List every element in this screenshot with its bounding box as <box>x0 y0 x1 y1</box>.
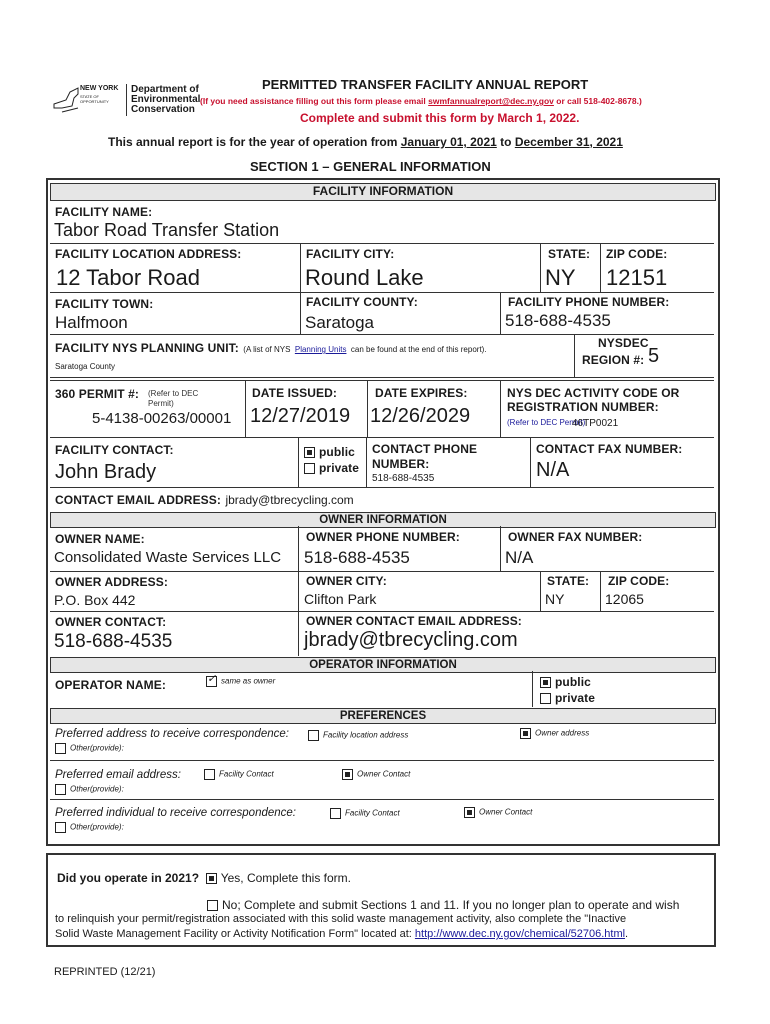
facility-address-value[interactable]: 12 Tabor Road <box>56 265 200 290</box>
facility-name-value[interactable]: Tabor Road Transfer Station <box>54 220 280 240</box>
same-as-owner-checkbox[interactable] <box>206 676 217 687</box>
assist-prefix: (If you need assistance filling out this form please email <box>200 96 426 106</box>
date-expires-label: DATE EXPIRES: <box>375 386 468 400</box>
contact-fax-value[interactable]: N/A <box>536 459 570 481</box>
pref-correspondence-label: Preferred address to receive correspondence: <box>55 728 289 740</box>
agency-line3: Conservation <box>131 104 195 115</box>
owner-zip-value[interactable]: 12065 <box>605 591 644 607</box>
owner-zip-label: ZIP CODE: <box>608 574 670 588</box>
pref-indiv-owner-checkbox[interactable] <box>464 807 475 818</box>
operate-line3-suffix: . <box>625 928 629 940</box>
same-as-owner-label: same as owner <box>221 676 276 686</box>
facility-town-value[interactable]: Halfmoon <box>55 313 128 332</box>
pref-indiv-owner-option[interactable] <box>464 807 532 818</box>
operator-name-label: OPERATOR NAME: <box>55 678 166 692</box>
agency-line2: Environmental <box>131 94 201 105</box>
private-checkbox[interactable] <box>304 463 315 474</box>
period-prefix: This annual report is for the year of operation from <box>108 135 398 149</box>
pref-email-facility-label: Facility Contact <box>219 769 274 779</box>
pref-email-other-checkbox[interactable] <box>55 784 66 795</box>
contact-private-option[interactable] <box>304 461 359 475</box>
public-label: public <box>319 445 355 459</box>
owner-city-label: OWNER CITY: <box>306 574 387 588</box>
operate-line2: to relinquish your permit/registration associated with this solid waste management activity, also complete the "Inactive <box>55 913 627 925</box>
operate-line3-prefix: Solid Waste Management Facility or Activity Notification Form" located at: <box>55 928 412 940</box>
pref-indiv-other-label: Other(provide): <box>70 822 124 832</box>
owner-contact-value[interactable]: 518-688-4535 <box>54 631 173 652</box>
owner-name-label: OWNER NAME: <box>55 532 145 546</box>
contact-email-value[interactable]: jbrady@tbrecycling.com <box>225 493 354 507</box>
facility-contact-value[interactable]: John Brady <box>55 461 157 483</box>
region-label-1: NYSDEC <box>598 336 649 350</box>
pref-corr-facility-option[interactable] <box>308 730 408 741</box>
facility-state-label: STATE: <box>548 247 591 261</box>
assistance-note <box>200 96 642 106</box>
same-as-owner-option[interactable] <box>206 676 275 687</box>
section-title: SECTION 1 – GENERAL INFORMATION <box>250 159 491 174</box>
operator-public-checkbox[interactable] <box>540 677 551 688</box>
operator-public-option[interactable] <box>540 675 591 689</box>
planning-note-prefix: (A list of NYS <box>243 345 291 354</box>
facility-county-label: FACILITY COUNTY: <box>306 295 418 309</box>
agency-name <box>131 85 200 115</box>
permit-label: 360 PERMIT #: <box>55 387 139 401</box>
operate-question-row <box>57 871 351 885</box>
pref-indiv-other-checkbox[interactable] <box>55 822 66 833</box>
owner-info-band: OWNER INFORMATION <box>50 512 716 528</box>
permit-value[interactable]: 5-4138-00263/00001 <box>92 410 232 427</box>
owner-phone-value[interactable]: 518-688-4535 <box>304 548 410 567</box>
contact-fax-label: CONTACT FAX NUMBER: <box>536 442 683 456</box>
facility-state-value[interactable]: NY <box>545 265 576 290</box>
contact-phone-value[interactable]: 518-688-4535 <box>372 473 435 484</box>
owner-contact-label: OWNER CONTACT: <box>55 615 167 629</box>
facility-zip-value[interactable]: 12151 <box>606 265 668 290</box>
facility-phone-value[interactable]: 518-688-4535 <box>505 311 611 330</box>
pref-email-owner-label: Owner Contact <box>357 769 411 779</box>
logo-text-line2: STATE OF OPPORTUNITY <box>80 94 109 104</box>
operate-no-checkbox[interactable] <box>207 900 218 911</box>
planning-unit-row <box>55 339 487 357</box>
pref-email-owner-option[interactable] <box>342 769 410 780</box>
date-issued-label: DATE ISSUED: <box>252 386 337 400</box>
facility-city-label: FACILITY CITY: <box>306 247 395 261</box>
operate-line3 <box>55 928 628 940</box>
owner-email-label: OWNER CONTACT EMAIL ADDRESS: <box>306 614 522 628</box>
activity-code-label: NYS DEC ACTIVITY CODE OR REGISTRATION NUMBER: <box>507 386 680 414</box>
operate-question: Did you operate in 2021? <box>57 871 200 885</box>
pref-email-facility-checkbox[interactable] <box>204 769 215 780</box>
owner-state-value[interactable]: NY <box>545 591 565 607</box>
public-checkbox[interactable] <box>304 447 315 458</box>
owner-fax-label: OWNER FAX NUMBER: <box>508 530 643 544</box>
logo-text-line1: NEW YORK <box>80 85 119 92</box>
pref-email-owner-checkbox[interactable] <box>342 769 353 780</box>
nys-logo <box>48 82 122 116</box>
period-end: December 31, 2021 <box>514 135 623 149</box>
pref-indiv-facility-option[interactable] <box>330 808 400 819</box>
operator-info-band: OPERATOR INFORMATION <box>50 657 716 673</box>
contact-email-label: CONTACT EMAIL ADDRESS: <box>55 493 221 507</box>
deadline-note: Complete and submit this form by March 1, 2022. <box>300 111 580 125</box>
assist-suffix: or call 518-402-8678.) <box>556 96 642 106</box>
preferences-band: PREFERENCES <box>50 708 716 724</box>
facility-info-band: FACILITY INFORMATION <box>50 183 716 201</box>
pref-indiv-facility-checkbox[interactable] <box>330 808 341 819</box>
contact-phone-label-2: NUMBER: <box>372 457 430 471</box>
operate-no-label: No; Complete and submit Sections 1 and 11. If you no longer plan to operate and wish <box>222 898 680 912</box>
facility-town-label: FACILITY TOWN: <box>55 297 154 311</box>
owner-name-value[interactable]: Consolidated Waste Services LLC <box>54 549 282 566</box>
owner-city-value[interactable]: Clifton Park <box>304 591 377 607</box>
contact-email-row <box>55 491 354 509</box>
report-period <box>108 135 623 149</box>
pref-corr-facility-checkbox[interactable] <box>308 730 319 741</box>
pref-corr-facility-label: Facility location address <box>323 730 409 740</box>
pref-individual-label: Preferred individual to receive correspondence: <box>55 807 296 819</box>
pref-email-other-label: Other(provide): <box>70 784 124 794</box>
operate-yes-label: Yes, Complete this form. <box>220 871 351 885</box>
permit-note: (Refer to DEC Permit) <box>148 389 199 408</box>
pref-indiv-owner-label: Owner Contact <box>479 807 533 817</box>
pref-corr-owner-option[interactable] <box>520 728 589 739</box>
region-value[interactable]: 5 <box>648 345 660 367</box>
date-expires-value[interactable]: 12/26/2029 <box>370 405 471 427</box>
facility-name-label: FACILITY NAME: <box>55 205 153 219</box>
date-issued-value[interactable]: 12/27/2019 <box>250 405 351 427</box>
activity-code-note: (Refer to DEC Permit) <box>507 418 586 427</box>
pref-email-label: Preferred email address: <box>55 769 181 781</box>
planning-unit-label: FACILITY NYS PLANNING UNIT: <box>55 341 239 355</box>
assist-email-link[interactable]: swmfannualreport@dec.ny.gov <box>428 96 554 106</box>
facility-contact-label: FACILITY CONTACT: <box>55 443 174 457</box>
pref-corr-other-option[interactable] <box>55 743 124 754</box>
period-start: January 01, 2021 <box>400 135 497 149</box>
operate-no-row <box>207 898 679 912</box>
period-to: to <box>500 135 512 149</box>
facility-city-value[interactable]: Round Lake <box>305 265 424 290</box>
private-label: private <box>319 461 360 475</box>
operate-yes-checkbox[interactable] <box>206 873 217 884</box>
inactive-form-link[interactable]: http://www.dec.ny.gov/chemical/52706.html <box>414 928 626 940</box>
operator-public-label: public <box>555 675 591 689</box>
pref-corr-other-label: Other(provide): <box>70 743 124 753</box>
region-label-2: REGION #: <box>582 353 645 367</box>
pref-indiv-other-option[interactable] <box>55 822 124 833</box>
pref-corr-owner-checkbox[interactable] <box>520 728 531 739</box>
operator-private-checkbox[interactable] <box>540 693 551 704</box>
pref-email-other-option[interactable] <box>55 784 124 795</box>
agency-line1: Department of <box>131 84 199 95</box>
reprinted-note: REPRINTED (12/21) <box>54 966 156 978</box>
pref-corr-other-checkbox[interactable] <box>55 743 66 754</box>
planning-units-link[interactable]: Planning Units <box>294 345 347 354</box>
activity-code-value[interactable]: 46TP0021 <box>572 418 619 429</box>
planning-unit-value[interactable]: Saratoga County <box>55 362 116 371</box>
facility-phone-label: FACILITY PHONE NUMBER: <box>508 295 670 309</box>
facility-zip-label: ZIP CODE: <box>606 247 668 261</box>
owner-email-value[interactable]: jbrady@tbrecycling.com <box>304 629 518 651</box>
owner-state-label: STATE: <box>547 574 590 588</box>
owner-address-value[interactable]: P.O. Box 442 <box>54 592 136 608</box>
facility-address-label: FACILITY LOCATION ADDRESS: <box>55 247 242 261</box>
operator-private-label: private <box>555 691 596 705</box>
owner-address-label: OWNER ADDRESS: <box>55 575 168 589</box>
planning-note-suffix: can be found at the end of this report). <box>350 345 487 354</box>
pref-corr-owner-label: Owner address <box>535 728 590 738</box>
pref-email-facility-option[interactable] <box>204 769 274 780</box>
owner-phone-label: OWNER PHONE NUMBER: <box>306 530 460 544</box>
facility-county-value[interactable]: Saratoga <box>305 313 374 332</box>
pref-indiv-facility-label: Facility Contact <box>345 808 400 818</box>
page-title: PERMITTED TRANSFER FACILITY ANNUAL REPORT <box>262 77 589 92</box>
owner-fax-value[interactable]: N/A <box>505 548 534 567</box>
contact-phone-label-1: CONTACT PHONE <box>372 442 478 456</box>
operator-private-option[interactable] <box>540 691 595 705</box>
contact-public-option[interactable] <box>304 445 355 459</box>
